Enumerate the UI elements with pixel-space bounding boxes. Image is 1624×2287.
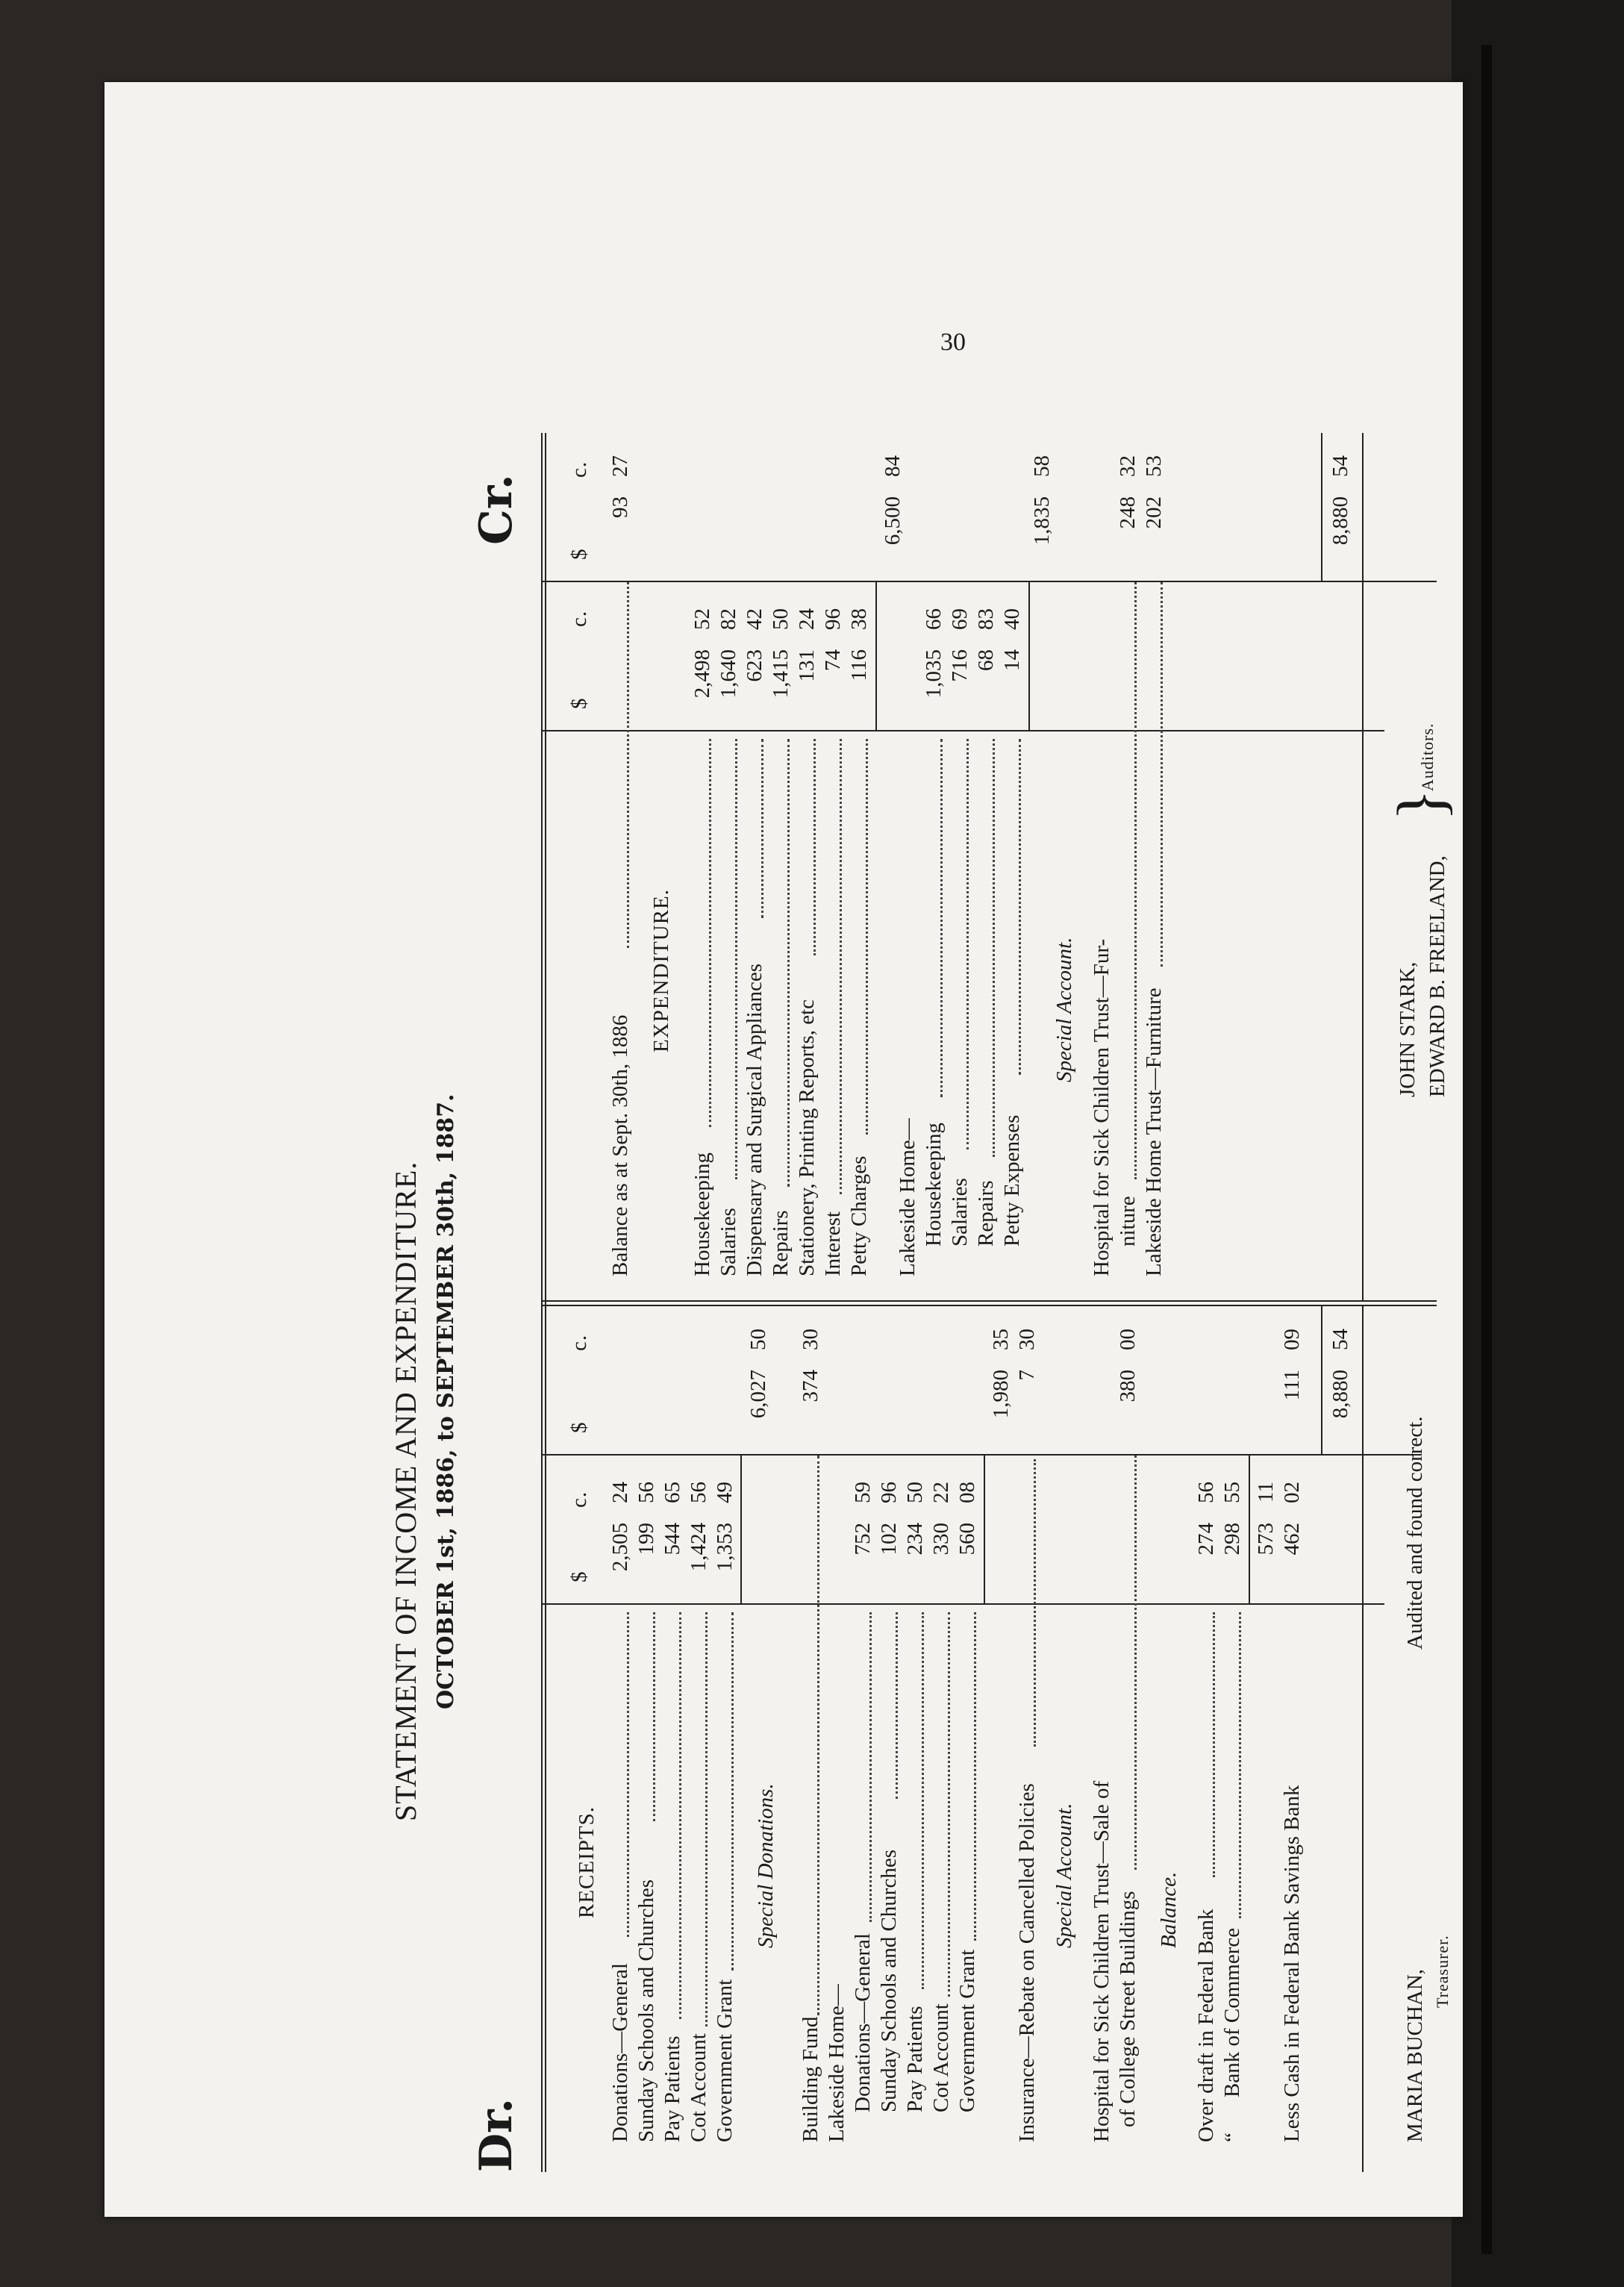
lakeside-expense-total-cents: 58 bbox=[1030, 455, 1054, 477]
subtotal-rule bbox=[1249, 1455, 1250, 1603]
leader-dots bbox=[840, 739, 842, 1194]
balance-forward-dollars: 93 bbox=[608, 496, 632, 518]
expenditure-cents: 50 bbox=[769, 608, 793, 630]
expenditure-dollars: 74 bbox=[821, 649, 845, 671]
treasurer-name: MARIA BUCHAN, bbox=[1403, 1968, 1427, 2142]
expenditure-cents: 38 bbox=[847, 608, 871, 630]
expenditure-dollars: 1,640 bbox=[716, 649, 740, 699]
lakeside-expense-dollars: 1,035 bbox=[922, 649, 946, 699]
top-rule-2 bbox=[545, 433, 546, 2172]
lakeside-expense-label: Petty Expenses bbox=[1000, 1114, 1024, 1247]
special-account-heading: Special Account. bbox=[1052, 937, 1076, 1082]
expenditure-total-cents: 84 bbox=[881, 455, 905, 477]
leader-dots bbox=[922, 1612, 924, 1989]
lakeside-expense-cents: 66 bbox=[922, 608, 946, 630]
income-expenditure-statement bbox=[358, 306, 1624, 2172]
lakeside-home-label: Lakeside Home— bbox=[825, 1984, 849, 2142]
balance-forward-cents: 27 bbox=[608, 455, 632, 477]
lakeside-trust-label: Lakeside Home Trust—Furniture bbox=[1142, 988, 1166, 1276]
lakeside-receipt-dollars: 234 bbox=[903, 1523, 927, 1556]
less-cash-label: Less Cash in Federal Bank Savings Bank bbox=[1280, 1785, 1304, 2142]
lakeside-receipt-cents: 22 bbox=[929, 1482, 953, 1503]
leader-dots bbox=[627, 582, 629, 948]
receipt-dollars: 2,505 bbox=[608, 1523, 632, 1572]
center-divider bbox=[541, 1305, 1437, 1306]
leader-dots bbox=[787, 739, 790, 1187]
treasurer-title: Treasurer. bbox=[1433, 1935, 1452, 2008]
statement-title: STATEMENT OF INCOME AND EXPENDITURE. bbox=[389, 1161, 422, 1821]
leader-dots bbox=[1019, 739, 1021, 1075]
receipt-total-dollars: 6,027 bbox=[746, 1370, 770, 1419]
col-cents-r1: c. bbox=[567, 610, 591, 627]
leader-dots bbox=[1034, 1459, 1036, 1747]
leader-dots bbox=[948, 1612, 950, 1997]
expenditure-label: Petty Charges bbox=[847, 1155, 871, 1276]
lakeside-receipt-label: Pay Patients bbox=[903, 2006, 927, 2112]
col-cents-l1: c. bbox=[567, 1491, 591, 1508]
receipt-dollars: 199 bbox=[634, 1523, 658, 1556]
overdraft-sum-dollars: 573 bbox=[1254, 1523, 1278, 1556]
hospital-expense-line1: Hospital for Sick Children Trust—Fur- bbox=[1090, 938, 1114, 1276]
debit-mark: Dr. bbox=[470, 2097, 522, 2172]
bottom-rule-right bbox=[1362, 433, 1364, 1302]
leader-dots bbox=[966, 739, 969, 1149]
expenditure-label: Housekeeping bbox=[690, 1152, 714, 1276]
less-cash-total-dollars: 111 bbox=[1280, 1370, 1304, 1401]
less-cash-total-cents: 09 bbox=[1280, 1329, 1304, 1350]
expenditure-dollars: 1,415 bbox=[769, 649, 793, 699]
receipt-cents: 56 bbox=[634, 1482, 658, 1503]
expenditure-grand-total-dollars: 8,880 bbox=[1328, 496, 1352, 546]
lakeside-receipt-dollars: 102 bbox=[877, 1523, 901, 1556]
leader-dots bbox=[679, 1612, 681, 2019]
expenditure-grand-total-cents: 54 bbox=[1328, 455, 1352, 477]
leader-dots bbox=[896, 1612, 898, 1799]
receipt-label: Donations—General bbox=[608, 1963, 632, 2142]
leader-dots bbox=[1134, 1455, 1137, 1870]
lakeside-expense-label: Housekeeping bbox=[922, 1123, 946, 1247]
expenditure-dollars: 131 bbox=[795, 649, 819, 682]
leader-dots bbox=[731, 1612, 734, 1971]
lakeside-receipt-total-cents: 35 bbox=[989, 1329, 1013, 1350]
lakeside-receipt-label: Government Grant bbox=[955, 1949, 979, 2112]
lakeside-receipt-dollars: 330 bbox=[929, 1523, 953, 1556]
lakeside-expense-cents: 40 bbox=[1000, 608, 1024, 630]
total-rule bbox=[1321, 1306, 1322, 1454]
lakeside-expense-label: Salaries bbox=[948, 1178, 972, 1247]
receipt-label: Sunday Schools and Churches bbox=[634, 1879, 658, 2142]
lakeside-receipt-label: Cot Account bbox=[929, 2003, 953, 2112]
credit-mark: Cr. bbox=[470, 474, 522, 545]
hospital-receipt-cents: 00 bbox=[1116, 1329, 1140, 1350]
col-cents-r2: c. bbox=[567, 461, 591, 478]
building-fund-label: Building Fund bbox=[799, 2016, 822, 2142]
col-dollar-l2: $ bbox=[567, 1421, 591, 1433]
leader-dots bbox=[735, 739, 737, 1179]
hospital-receipt-line1: Hospital for Sick Children Trust—Sale of bbox=[1090, 1780, 1114, 2142]
less-cash-cents: 02 bbox=[1280, 1482, 1304, 1503]
auditors-label: Auditors. bbox=[1418, 723, 1437, 791]
lakeside-expense-label: Repairs bbox=[974, 1180, 998, 1247]
leader-dots bbox=[761, 739, 763, 918]
overdraft-commerce-cents: 55 bbox=[1220, 1482, 1244, 1503]
lakeside-receipt-cents: 08 bbox=[955, 1482, 979, 1503]
less-cash-dollars: 462 bbox=[1280, 1523, 1304, 1556]
lakeside-expense-heading: Lakeside Home— bbox=[896, 1118, 919, 1276]
hospital-receipt-dollars: 380 bbox=[1116, 1370, 1140, 1403]
lakeside-expense-dollars: 716 bbox=[948, 649, 972, 682]
rule-r2 bbox=[541, 581, 1437, 582]
building-fund-cents: 30 bbox=[799, 1329, 822, 1350]
receipt-label: Pay Patients bbox=[660, 2035, 684, 2142]
lakeside-receipt-label: Donations—General bbox=[851, 1933, 875, 2112]
center-divider-2 bbox=[541, 1300, 1437, 1302]
leader-dots bbox=[813, 739, 816, 955]
leader-dots bbox=[1134, 582, 1137, 1179]
expenditure-cents: 96 bbox=[821, 608, 845, 630]
hospital-expense-line2: niture bbox=[1116, 1196, 1140, 1247]
col-dollar-r2: $ bbox=[567, 548, 591, 560]
leader-dots bbox=[627, 1612, 629, 1937]
expenditure-label: Interest bbox=[821, 1211, 845, 1276]
document-page bbox=[104, 82, 1463, 2217]
lakeside-expense-total-dollars: 1,835 bbox=[1030, 496, 1054, 546]
overdraft-commerce-label: Bank of Commerce bbox=[1220, 1927, 1244, 2097]
building-fund-dollars: 374 bbox=[799, 1370, 822, 1403]
col-dollar-l1: $ bbox=[567, 1570, 591, 1582]
lakeside-trust-cents: 53 bbox=[1142, 455, 1166, 477]
subtotal-rule bbox=[875, 582, 877, 730]
balance-forward-label: Balance as at Sept. 30th, 1886 bbox=[608, 1014, 632, 1276]
leader-dots bbox=[709, 739, 711, 1127]
receipt-cents: 49 bbox=[713, 1482, 737, 1503]
receipt-cents: 24 bbox=[608, 1482, 632, 1503]
lakeside-receipt-cents: 59 bbox=[851, 1482, 875, 1503]
overdraft-federal-cents: 56 bbox=[1194, 1482, 1218, 1503]
leader-dots bbox=[869, 1612, 872, 1922]
hospital-expense-dollars: 248 bbox=[1116, 496, 1140, 529]
leader-dots bbox=[993, 739, 995, 1157]
bottom-rule-left bbox=[1362, 1305, 1364, 2172]
leader-dots bbox=[1161, 582, 1163, 967]
expenditure-total-dollars: 6,500 bbox=[881, 496, 905, 546]
leader-dots bbox=[940, 739, 943, 1097]
expenditure-label: Stationery, Printing Reports, etc bbox=[795, 999, 819, 1276]
hospital-receipt-line2: of College Street Buildings bbox=[1116, 1891, 1140, 2127]
leader-dots bbox=[866, 739, 868, 1135]
receipts-heading: RECEIPTS. bbox=[575, 1806, 599, 1918]
special-account-heading: Special Account. bbox=[1052, 1803, 1076, 1948]
lakeside-expense-dollars: 68 bbox=[974, 649, 998, 671]
overdraft-federal-label: Over draft in Federal Bank bbox=[1194, 1909, 1218, 2142]
total-rule bbox=[1321, 433, 1322, 581]
lakeside-receipt-label: Sunday Schools and Churches bbox=[877, 1850, 901, 2112]
overdraft-sum-cents: 11 bbox=[1254, 1482, 1278, 1503]
expenditure-dollars: 2,498 bbox=[690, 649, 714, 699]
overdraft-federal-dollars: 274 bbox=[1194, 1523, 1218, 1556]
expenditure-cents: 42 bbox=[743, 608, 766, 630]
audited-note: Audited and found correct. bbox=[1403, 1416, 1427, 1650]
subtotal-rule bbox=[1028, 582, 1030, 730]
lakeside-receipt-cents: 96 bbox=[877, 1482, 901, 1503]
receipts-grand-total-dollars: 8,880 bbox=[1328, 1370, 1352, 1419]
lakeside-receipt-total-dollars: 1,980 bbox=[989, 1370, 1013, 1419]
lakeside-receipt-cents: 50 bbox=[903, 1482, 927, 1503]
expenditure-label: Dispensary and Surgical Appliances bbox=[743, 963, 766, 1276]
lakeside-receipt-dollars: 752 bbox=[851, 1523, 875, 1556]
leader-dots bbox=[653, 1612, 655, 1821]
hospital-expense-cents: 32 bbox=[1116, 455, 1140, 477]
leader-dots bbox=[1239, 1612, 1241, 1918]
receipt-total-cents: 50 bbox=[746, 1329, 770, 1350]
rule-l2 bbox=[541, 1454, 1422, 1455]
insurance-dollars: 7 bbox=[1015, 1370, 1039, 1381]
receipt-dollars: 1,424 bbox=[687, 1523, 710, 1572]
page-number: 30 bbox=[940, 328, 966, 356]
top-rule bbox=[541, 433, 543, 2172]
leader-dots bbox=[705, 1612, 708, 2027]
receipt-dollars: 1,353 bbox=[713, 1523, 737, 1572]
lakeside-trust-dollars: 202 bbox=[1142, 496, 1166, 529]
ditto-mark: “ bbox=[1220, 2132, 1244, 2142]
receipt-cents: 65 bbox=[660, 1482, 684, 1503]
leader-dots bbox=[974, 1612, 976, 1941]
col-dollar-r1: $ bbox=[567, 697, 591, 709]
auditor-name: EDWARD B. FREELAND, bbox=[1425, 855, 1449, 1097]
leader-dots bbox=[817, 1455, 819, 2015]
receipt-label: Cot Account bbox=[687, 2033, 710, 2142]
subtotal-rule bbox=[984, 1455, 985, 1603]
insurance-label: Insurance—Rebate on Cancelled Policies bbox=[1015, 1783, 1039, 2142]
expenditure-dollars: 623 bbox=[743, 649, 766, 682]
receipt-cents: 56 bbox=[687, 1482, 710, 1503]
receipts-grand-total-cents: 54 bbox=[1328, 1329, 1352, 1350]
receipt-label: Government Grant bbox=[713, 1979, 737, 2142]
special-donations-heading: Special Donations. bbox=[754, 1783, 778, 1948]
leader-dots bbox=[1213, 1612, 1215, 1877]
expenditure-cents: 82 bbox=[716, 608, 740, 630]
lakeside-expense-cents: 83 bbox=[974, 608, 998, 630]
insurance-cents: 30 bbox=[1015, 1329, 1039, 1350]
expenditure-dollars: 116 bbox=[847, 649, 871, 681]
lakeside-expense-dollars: 14 bbox=[1000, 649, 1024, 671]
auditor-name: JOHN STARK, bbox=[1396, 961, 1420, 1097]
subtotal-rule bbox=[740, 1455, 742, 1603]
lakeside-receipt-dollars: 560 bbox=[955, 1523, 979, 1556]
expenditure-label: Salaries bbox=[716, 1208, 740, 1276]
statement-subtitle: OCTOBER 1st, 1886, to SEPTEMBER 30th, 1887. bbox=[433, 1093, 459, 1709]
expenditure-heading: EXPENDITURE. bbox=[649, 888, 673, 1052]
brace-icon: } bbox=[1384, 788, 1458, 821]
lakeside-expense-cents: 69 bbox=[948, 608, 972, 630]
col-cents-l2: c. bbox=[567, 1334, 591, 1351]
receipt-dollars: 544 bbox=[660, 1523, 684, 1556]
expenditure-cents: 52 bbox=[690, 608, 714, 630]
expenditure-cents: 24 bbox=[795, 608, 819, 630]
expenditure-label: Repairs bbox=[769, 1210, 793, 1276]
overdraft-commerce-dollars: 298 bbox=[1220, 1523, 1244, 1556]
balance-heading: Balance. bbox=[1157, 1871, 1181, 1948]
